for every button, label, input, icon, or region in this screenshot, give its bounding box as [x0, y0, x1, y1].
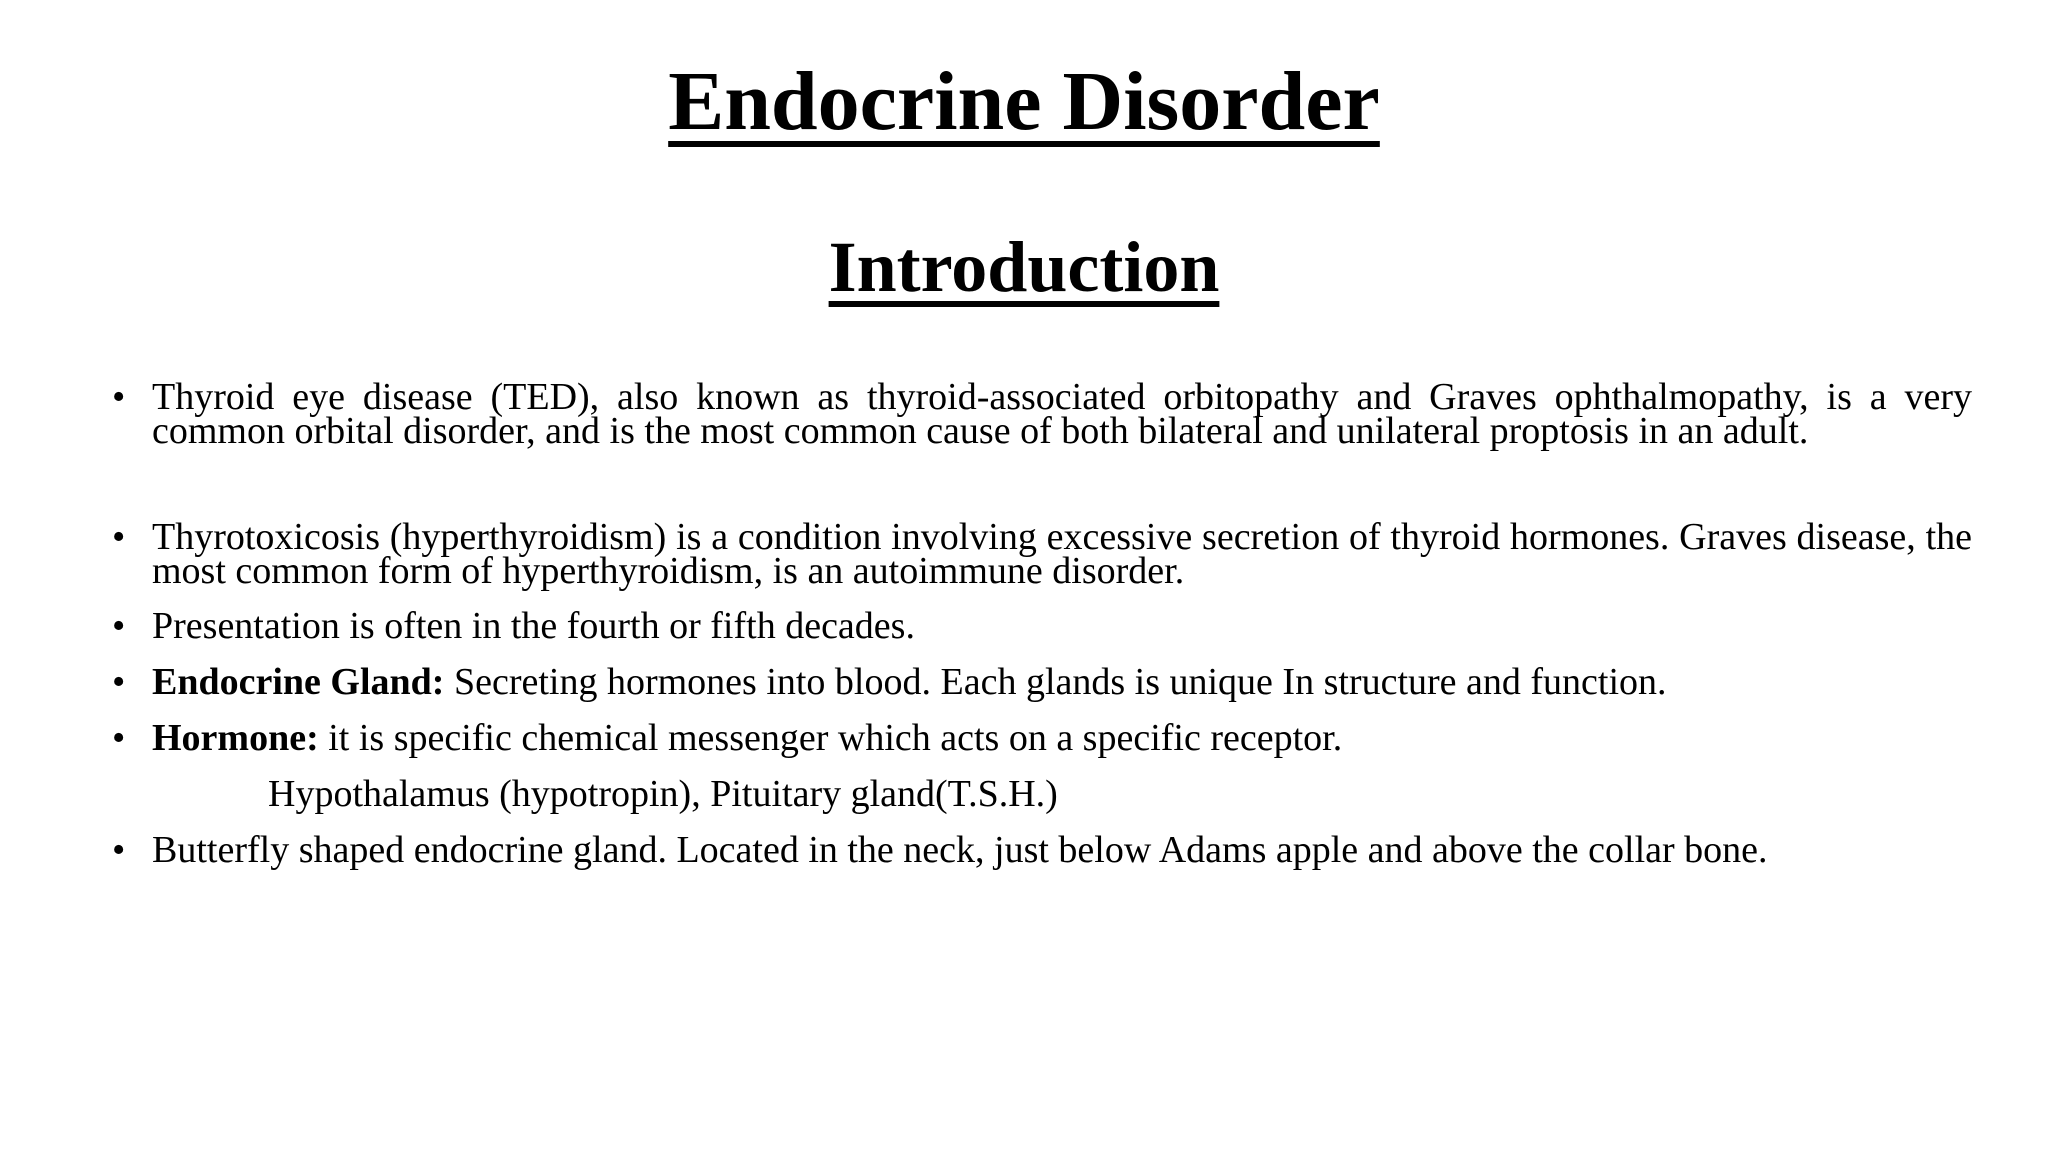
bullet-thyrotoxicosis	[112, 516, 1972, 592]
bullet-term: Endocrine Gland:	[152, 661, 445, 703]
bullet-presentation	[112, 604, 1972, 648]
bullet-text: Thyrotoxicosis (hyperthyroidism) is a condition involving excessive secretion of thyroid hormones. Graves disease, the most common form of hyperthyroidism, is an autoimmune disorder.	[152, 516, 1972, 592]
bullet-dot: •	[112, 605, 126, 647]
slide-subtitle: Introduction	[828, 227, 1220, 307]
slide-title: Endocrine Disorder	[668, 55, 1380, 148]
bullet-text: Thyroid eye disease (TED), also known as thyroid-associated orbitopathy and Graves ophthalmopathy, is a very common orbital disorder, and is the most common cause of both bilateral and unilateral proptosis in an adult.	[152, 376, 1972, 452]
bullet-butterfly	[112, 828, 1972, 872]
bullet-dot: •	[112, 661, 126, 703]
bullet-text: it is specific chemical messenger which acts on a specific receptor.	[318, 717, 1343, 759]
hormone-sub-line: Hypothalamus (hypotropin), Pituitary gland(T.S.H.)	[268, 773, 1058, 815]
bullet-dot: •	[112, 829, 126, 871]
bullet-dot: •	[112, 516, 126, 558]
bullet-text: Butterfly shaped endocrine gland. Located in the neck, just below Adams apple and above the collar bone.	[152, 829, 1768, 871]
bullet-ted	[112, 376, 1972, 452]
bullet-endocrine-gland	[112, 660, 1972, 704]
bullet-term: Hormone:	[152, 717, 319, 759]
bullet-list	[112, 376, 1972, 872]
bullet-text: Secreting hormones into blood. Each glands is unique In structure and function.	[444, 661, 1667, 703]
bullet-text: Presentation is often in the fourth or fifth decades.	[152, 605, 915, 647]
bullet-dot: •	[112, 376, 126, 418]
bullet-hormone	[112, 716, 1972, 760]
bullet-dot: •	[112, 717, 126, 759]
